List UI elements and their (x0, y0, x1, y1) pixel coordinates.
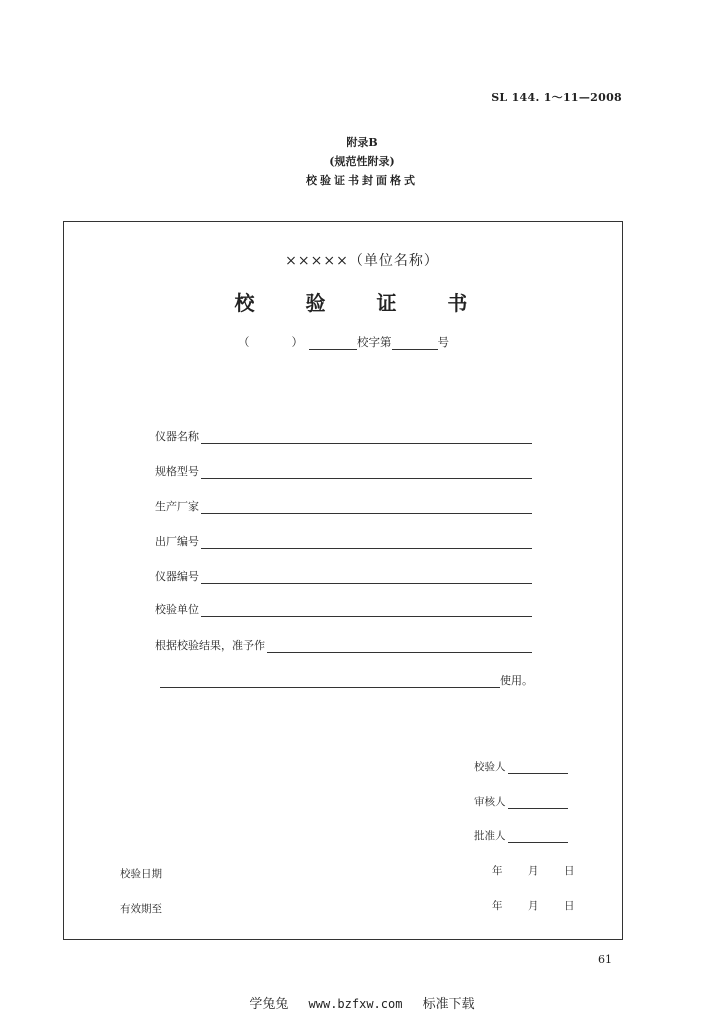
footer-slogan: 标准下载 (422, 997, 475, 1012)
field-blank[interactable] (267, 642, 532, 653)
close-paren: ） (291, 335, 303, 349)
field-row (155, 535, 532, 549)
field-row (155, 500, 532, 514)
signature-label: 审核人 (474, 796, 506, 808)
date-ymd (492, 863, 600, 878)
field-label: 仪器编号 (155, 570, 199, 583)
certificate-title: 校 验 证 书 (234, 291, 490, 315)
use-row (160, 672, 533, 688)
certificate-number-line (238, 334, 449, 350)
field-label: 规格型号 (155, 465, 199, 478)
month-label: 月 (528, 865, 539, 877)
field-label: 仪器名称 (155, 430, 199, 443)
appendix-subtitle: 校验证书封面格式 (306, 174, 418, 187)
field-label: 校验单位 (155, 603, 199, 616)
signature-blank[interactable] (508, 798, 568, 809)
unit-name: ×××××（单位名称） (285, 253, 439, 269)
field-label: 出厂编号 (155, 535, 199, 548)
year-label: 年 (492, 865, 503, 877)
field-blank[interactable] (201, 503, 532, 514)
appendix-note: (规范性附录) (329, 155, 395, 168)
signature-label: 批准人 (474, 830, 506, 842)
date-label: 校验日期 (120, 868, 162, 880)
field-blank[interactable] (201, 468, 532, 479)
field-row (155, 465, 532, 479)
field-row (155, 430, 532, 444)
field-row (155, 603, 532, 617)
date-label: 有效期至 (120, 903, 162, 915)
year-label: 年 (492, 900, 503, 912)
signature-row (474, 794, 568, 809)
number-blank[interactable] (392, 337, 438, 350)
month-label: 月 (528, 900, 539, 912)
field-label: 生产厂家 (155, 500, 199, 513)
page-number: 61 (598, 953, 612, 966)
number-suffix-label: 号 (437, 335, 449, 349)
signature-label: 校验人 (474, 761, 506, 773)
signature-blank[interactable] (508, 832, 568, 843)
use-suffix: 使用。 (500, 674, 533, 687)
number-prefix-label: 校字第 (357, 335, 392, 349)
field-row (155, 570, 532, 584)
date-ymd (492, 898, 600, 913)
footer-site-name: 学兔兔 (249, 997, 289, 1012)
footer-url[interactable]: www.bzfxw.com (308, 997, 403, 1011)
signature-blank[interactable] (508, 763, 568, 774)
appendix-title: 附录B (346, 136, 378, 149)
open-paren: （ (238, 335, 250, 349)
use-blank[interactable] (160, 677, 500, 688)
day-label: 日 (564, 900, 575, 912)
field-blank[interactable] (201, 606, 532, 617)
signature-row (474, 828, 568, 843)
day-label: 日 (564, 865, 575, 877)
field-blank[interactable] (201, 573, 532, 584)
standard-code: SL 144. 1～11—2008 (491, 91, 622, 104)
signature-row (474, 759, 568, 774)
field-row (155, 639, 532, 653)
field-blank[interactable] (201, 538, 532, 549)
prefix-blank[interactable] (309, 337, 357, 350)
field-blank[interactable] (201, 433, 532, 444)
footer-watermark (0, 993, 724, 1012)
field-label: 根据校验结果，准予作 (155, 639, 265, 652)
